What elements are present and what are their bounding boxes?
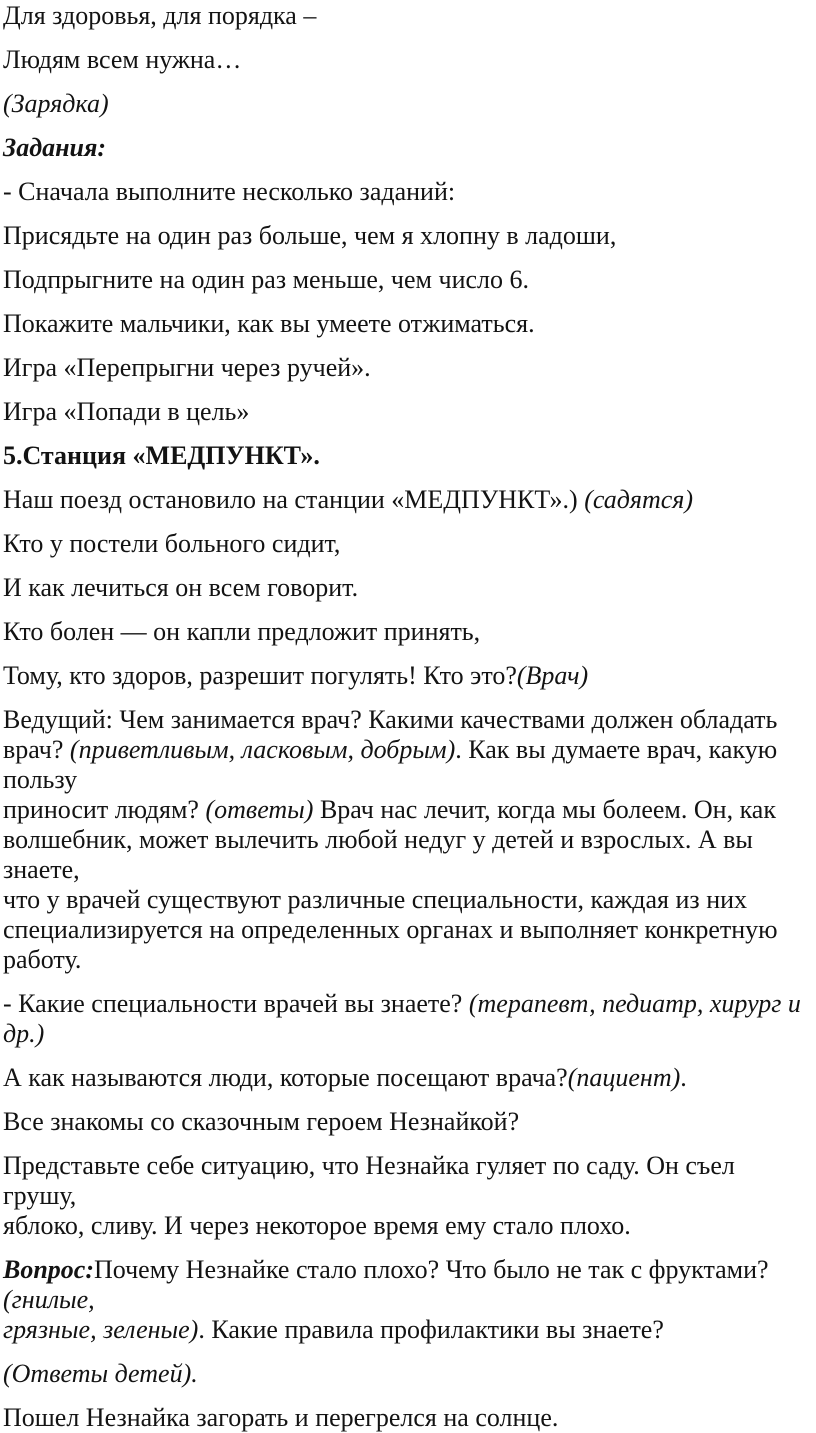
text-line [3, 735, 814, 795]
text-run: (терапевт, педиатр, хирург и др.) [3, 989, 801, 1048]
text-run: (приветливым, ласковым, добрым) [69, 735, 456, 764]
text-line [3, 309, 814, 339]
text-line [3, 89, 814, 119]
text-run: Представьте себе ситуацию, что Незнайка гуляет по саду. Он съел грушу, [3, 1151, 735, 1210]
text-line [3, 1107, 814, 1137]
text-line [3, 485, 814, 515]
text-run: (Ответы детей). [3, 1359, 198, 1388]
paragraph-game-target [3, 397, 814, 427]
text-run: специализируется на определенных органах и выполняет конкретную работу. [3, 915, 778, 974]
paragraph-riddle-line-2 [3, 45, 814, 75]
paragraph-task-pushups [3, 309, 814, 339]
text-run: Присядьте на один раз больше, чем я хлопну в ладоши, [3, 221, 617, 250]
question-paragraph [3, 1255, 814, 1345]
paragraph-children-answers [3, 1359, 814, 1389]
paragraph-doctor-riddle-1 [3, 529, 814, 559]
text-run: - Сначала выполните несколько заданий: [3, 177, 456, 206]
text-run: (гнилые, [3, 1285, 95, 1314]
paragraph-task-jumps [3, 265, 814, 295]
text-line [3, 1315, 814, 1345]
text-line [3, 989, 814, 1049]
paragraph-neznaika-intro [3, 1107, 814, 1137]
text-line [3, 1359, 814, 1389]
station-heading [3, 441, 814, 471]
text-run: (Зарядка) [3, 89, 109, 118]
text-run: Тому, кто здоров, разрешит погулять! Кто это? [3, 661, 517, 690]
text-line [3, 617, 814, 647]
text-run: Кто болен — он капли предложит принять, [3, 617, 481, 646]
text-run: Почему Незнайке стало плохо? Что было не так с фруктами? [94, 1255, 769, 1284]
text-line [3, 915, 814, 975]
paragraph-game-stream [3, 353, 814, 383]
text-line [3, 1403, 814, 1433]
text-run: Все знакомы со сказочным героем Незнайкой? [3, 1107, 520, 1136]
text-run: Покажите мальчики, как вы умеете отжиматься. [3, 309, 535, 338]
text-run: (ответы) [205, 795, 314, 824]
text-line [3, 1063, 814, 1093]
text-run: Задания: [3, 133, 107, 162]
text-run: приносит людям? [3, 795, 206, 824]
text-run: врач? [3, 735, 70, 764]
paragraph-host-speech [3, 705, 814, 975]
tasks-heading [3, 133, 814, 163]
text-run: . [680, 1063, 687, 1092]
text-run: 5.Станция «МЕДПУНКТ». [3, 441, 320, 470]
text-line [3, 1151, 814, 1211]
text-run: яблоко, сливу. И через некоторое время ему стало плохо. [3, 1211, 631, 1240]
text-run: . Как вы думаете врач, какую пользу [3, 735, 778, 794]
text-run: Игра «Попади в цель» [3, 397, 250, 426]
paragraph-doctor-riddle-3 [3, 617, 814, 647]
paragraph-neznaika-sunburn [3, 1403, 814, 1433]
paragraph-neznaika-situation [3, 1151, 814, 1241]
paragraph-doctor-riddle-2 [3, 573, 814, 603]
text-line [3, 825, 814, 885]
text-line [3, 885, 814, 915]
text-run: (садятся) [584, 485, 694, 514]
text-line [3, 221, 814, 251]
text-run: что у врачей существуют различные специальности, каждая из них [3, 885, 748, 914]
text-run: Пошел Незнайка загорать и перегрелся на солнце. [3, 1403, 559, 1432]
text-line [3, 529, 814, 559]
text-line [3, 1211, 814, 1241]
paragraph-riddle-answer [3, 89, 814, 119]
text-run: Людям всем нужна… [3, 45, 242, 74]
paragraph-doctor-riddle-4 [3, 661, 814, 691]
text-run: Ведущий: Чем занимается врач? Какими качествами должен обладать [3, 705, 778, 734]
text-line [3, 1255, 814, 1315]
text-line [3, 1, 814, 31]
text-run: Подпрыгните на один раз меньше, чем число 6. [3, 265, 530, 294]
text-line [3, 705, 814, 735]
paragraph-riddle-line-1 [3, 1, 814, 31]
text-line [3, 133, 814, 163]
text-run: (Врач) [516, 661, 589, 690]
paragraph-task-squats [3, 221, 814, 251]
text-run: волшебник, может вылечить любой недуг у детей и взрослых. А вы знаете, [3, 825, 753, 884]
text-line [3, 795, 814, 825]
text-run: . Какие правила профилактики вы знаете? [198, 1315, 664, 1344]
text-run: Игра «Перепрыгни через ручей». [3, 353, 371, 382]
text-line [3, 265, 814, 295]
text-run: Вопрос: [3, 1255, 94, 1284]
paragraph-tasks-intro [3, 177, 814, 207]
text-line [3, 353, 814, 383]
text-line [3, 441, 814, 471]
text-run: Для здоровья, для порядка – [3, 1, 317, 30]
text-line [3, 661, 814, 691]
text-line [3, 177, 814, 207]
text-run: Наш поезд остановило на станции «МЕДПУНКТ».) [3, 485, 585, 514]
paragraph-patient-question [3, 1063, 814, 1093]
paragraph-train-stop [3, 485, 814, 515]
text-run: (пациент) [567, 1063, 681, 1092]
text-line [3, 573, 814, 603]
text-run: Кто у постели больного сидит, [3, 529, 341, 558]
text-run: Врач нас лечит, когда мы болеем. Он, как [313, 795, 776, 824]
paragraph-specialties-question [3, 989, 814, 1049]
text-line [3, 397, 814, 427]
text-run: И как лечиться он всем говорит. [3, 573, 359, 602]
text-run: - Какие специальности врачей вы знаете? [3, 989, 469, 1018]
text-run: А как называются люди, которые посещают врача? [3, 1063, 568, 1092]
text-line [3, 45, 814, 75]
text-run: грязные, зеленые) [3, 1315, 199, 1344]
